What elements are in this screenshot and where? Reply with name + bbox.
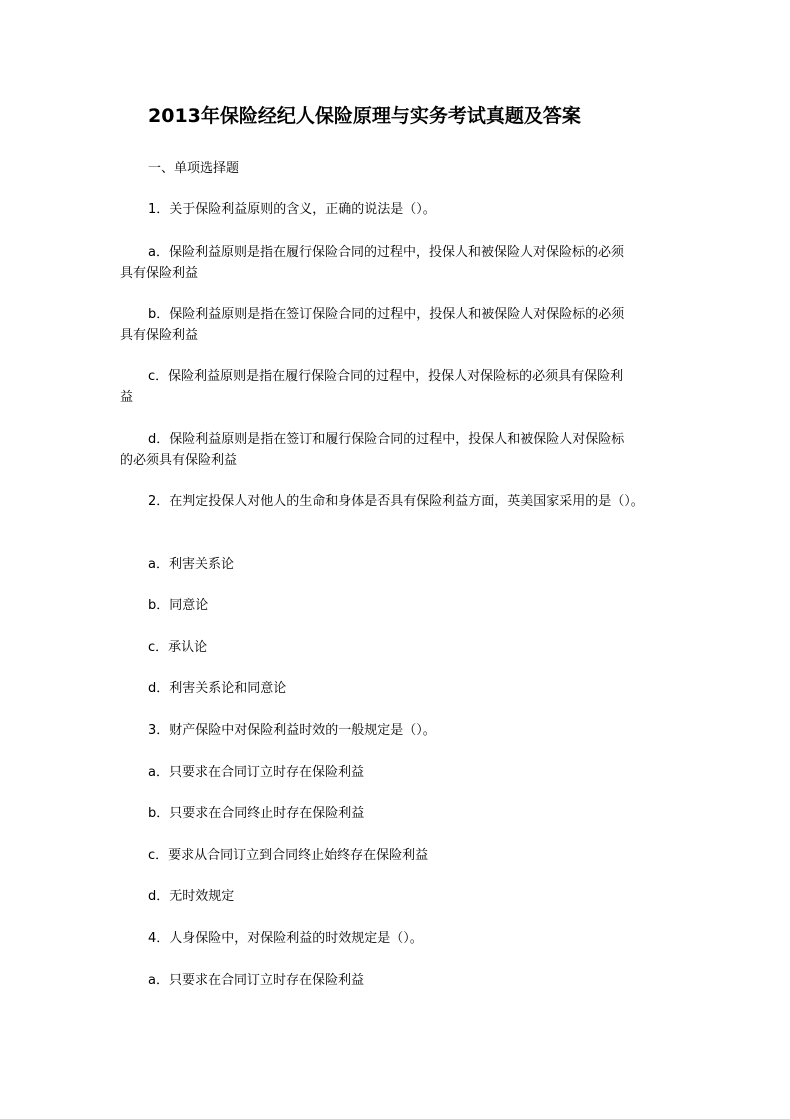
question-1-option-d-continued: 的必须具有保险利益 — [120, 453, 238, 468]
question-1-option-c: c．保险利益原则是指在履行保险合同的过程中，投保人对保险标的必须具有保险利 — [148, 369, 624, 384]
question-3-option-a: a．只要求在合同订立时存在保险利益 — [148, 765, 364, 780]
question-4-option-a: a．只要求在合同订立时存在保险利益 — [148, 973, 364, 988]
question-3-option-b: b．只要求在合同终止时存在保险利益 — [148, 806, 365, 821]
question-4-stem: 4．人身保险中，对保险利益的时效规定是（）。 — [148, 931, 423, 946]
question-2-option-c: c．承认论 — [148, 640, 208, 655]
question-3-option-d: d．无时效规定 — [148, 889, 235, 904]
question-1-option-a-continued: 具有保险利益 — [120, 266, 199, 281]
question-2-option-d: d．利害关系论和同意论 — [148, 681, 287, 696]
question-2-stem: 2．在判定投保人对他人的生命和身体是否具有保险利益方面，英美国家采用的是（）。 — [148, 494, 644, 509]
question-1-option-d: d．保险利益原则是指在签订和履行保险合同的过程中，投保人和被保险人对保险标 — [148, 432, 625, 447]
question-2-option-b: b．同意论 — [148, 598, 209, 613]
section-heading: 一、单项选择题 — [148, 161, 240, 176]
question-1-stem: 1．关于保险利益原则的含义，正确的说法是（）。 — [148, 202, 436, 217]
question-1-option-c-continued: 益 — [120, 390, 134, 405]
question-2-option-a: a．利害关系论 — [148, 557, 234, 572]
question-1-option-b: b．保险利益原则是指在签订保险合同的过程中，投保人和被保险人对保险标的必须 — [148, 307, 625, 322]
question-3-stem: 3．财产保险中对保险利益时效的一般规定是（）。 — [148, 723, 436, 738]
question-1-option-b-continued: 具有保险利益 — [120, 328, 199, 343]
document-title: 2013年保险经纪人保险原理与实务考试真题及答案 — [148, 105, 581, 127]
question-3-option-c: c．要求从合同订立到合同终止始终存在保险利益 — [148, 848, 429, 863]
question-1-option-a: a．保险利益原则是指在履行保险合同的过程中，投保人和被保险人对保险标的必须 — [148, 245, 624, 260]
